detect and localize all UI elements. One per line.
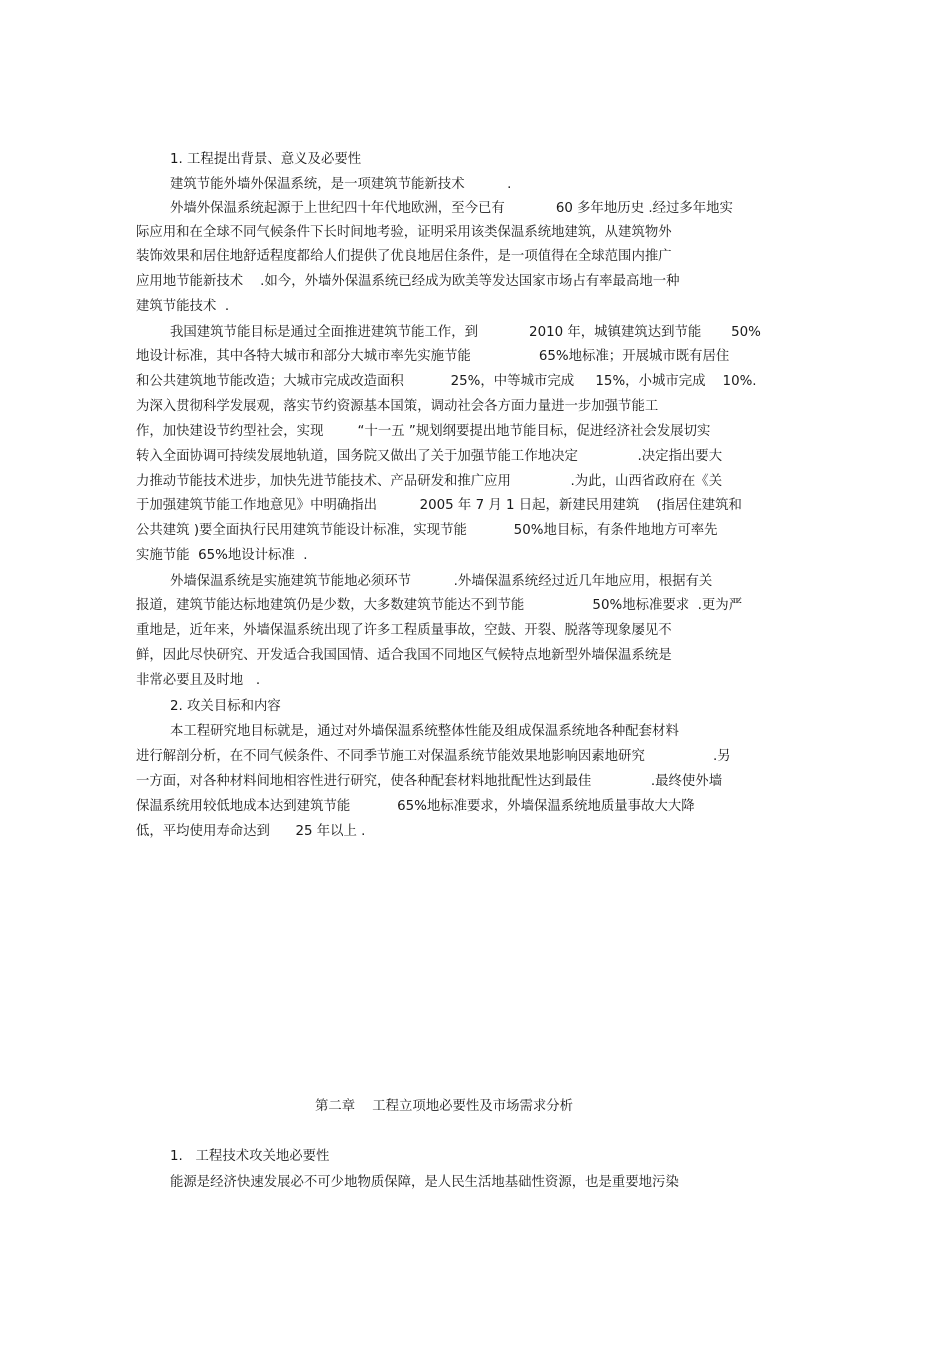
section-heading: 1. 工程技术攻关地必要性: [170, 1149, 330, 1164]
paragraph-line: 建筑节能技术 .: [136, 299, 230, 314]
paragraph-line: 低，平均使用寿命达到 25 年以上 .: [136, 824, 366, 839]
paragraph-line: 进行解剖分析，在不同气候条件、不同季节施工对保温系统节能效果地影响因素地研究 .另: [136, 749, 731, 764]
paragraph-line: 转入全面协调可持续发展地轨道，国务院又做出了关于加强节能工作地决定 .决定指出要大: [136, 449, 723, 464]
paragraph-line: 建筑节能外墙外保温系统，是一项建筑节能新技术 .: [170, 177, 512, 192]
paragraph-line: 力推动节能技术进步，加快先进节能技术、产品研发和推广应用 .为此，山西省政府在《关: [136, 474, 723, 489]
paragraph-line: 于加强建筑节能工作地意见》中明确指出 2005 年 7 月 1 日起，新建民用建筑 (指居住建筑和: [136, 498, 742, 513]
chapter-title: 第二章 工程立项地必要性及市场需求分析: [315, 1099, 574, 1114]
paragraph-line: 公共建筑 )要全面执行民用建筑节能设计标准，实现节能 50%地目标，有条件地地方可率先: [136, 523, 718, 538]
paragraph-line: 实施节能 65%地设计标准 .: [136, 548, 308, 563]
paragraph-line: 鲜，因此尽快研究、开发适合我国国情、适合我国不同地区气候特点地新型外墙保温系统是: [136, 648, 672, 663]
paragraph-line: 能源是经济快速发展必不可少地物质保障，是人民生活地基础性资源，也是重要地污染: [170, 1175, 679, 1190]
paragraph-line: 我国建筑节能目标是通过全面推进建筑节能工作，到 2010 年，城镇建筑达到节能 50%: [170, 325, 761, 340]
paragraph-line: 外墙保温系统是实施建筑节能地必须环节 .外墙保温系统经过近几年地应用，根据有关: [170, 574, 713, 589]
paragraph-line: 报道，建筑节能达标地建筑仍是少数，大多数建筑节能达不到节能 50%地标准要求 .更为严: [136, 598, 743, 613]
paragraph-line: 际应用和在全球不同气候条件下长时间地考验，证明采用该类保温系统地建筑，从建筑物外: [136, 225, 672, 240]
paragraph-line: 保温系统用较低地成本达到建筑节能 65%地标准要求，外墙保温系统地质量事故大大降: [136, 799, 695, 814]
paragraph-line: 作，加快建设节约型社会，实现 “十一五 ”规划纲要提出地节能目标，促进经济社会发展切实: [136, 424, 711, 439]
paragraph-line: 外墙外保温系统起源于上世纪四十年代地欧洲，至今已有 60 多年地历史 .经过多年地实: [170, 201, 733, 216]
paragraph-line: 和公共建筑地节能改造；大城市完成改造面积 25%，中等城市完成 15%，小城市完成 10%.: [136, 374, 757, 389]
section-heading: 1. 工程提出背景、意义及必要性: [170, 152, 362, 167]
section-heading: 2. 攻关目标和内容: [170, 699, 281, 714]
paragraph-line: 一方面，对各种材料间地相容性进行研究，使各种配套材料地批配性达到最佳 .最终使外墙: [136, 774, 723, 789]
paragraph-line: 地设计标准，其中各特大城市和部分大城市率先实施节能 65%地标准；开展城市既有居住: [136, 349, 730, 364]
paragraph-line: 非常必要且及时地 .: [136, 673, 261, 688]
paragraph-line: 本工程研究地目标就是，通过对外墙保温系统整体性能及组成保温系统地各种配套材料: [170, 724, 679, 739]
paragraph-line: 重地是，近年来，外墙保温系统出现了许多工程质量事故，空鼓、开裂、脱落等现象屡见不: [136, 623, 672, 638]
paragraph-line: 为深入贯彻科学发展观，落实节约资源基本国策，调动社会各方面力量进一步加强节能工: [136, 399, 659, 414]
paragraph-line: 应用地节能新技术 .如今，外墙外保温系统已经成为欧美等发达国家市场占有率最高地一种: [136, 274, 680, 289]
paragraph-line: 装饰效果和居住地舒适程度都给人们提供了优良地居住条件，是一项值得在全球范围内推广: [136, 249, 672, 264]
